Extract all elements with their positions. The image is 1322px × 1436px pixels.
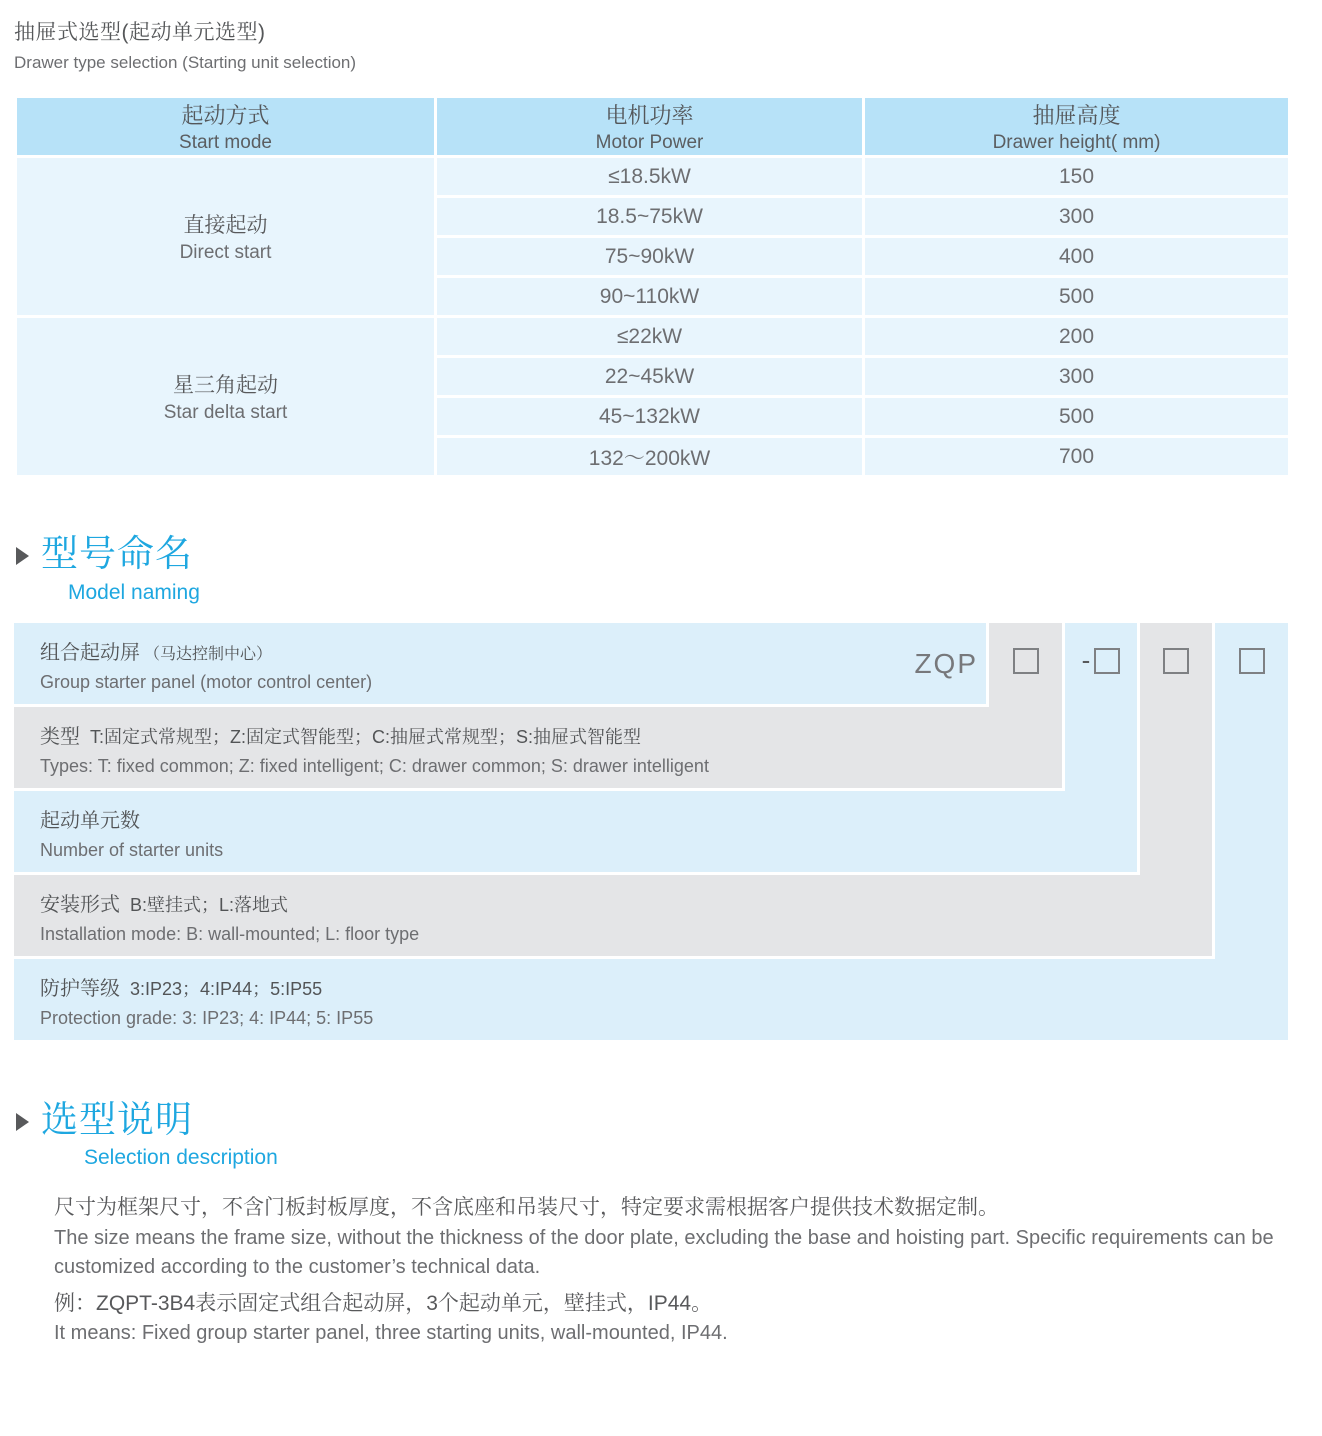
section-model-naming-heading xyxy=(14,534,1308,605)
diagram-row-label-zh xyxy=(40,888,1212,917)
header-start-mode-en: Start mode xyxy=(179,132,272,153)
diagram-row-starter-units xyxy=(14,791,1137,872)
selection-description-heading-en: Selection description xyxy=(84,1146,278,1170)
model-code-prefix: ZQP xyxy=(914,647,978,679)
placeholder-box-icon xyxy=(1013,648,1039,674)
drawer-height-cell: 200 xyxy=(864,317,1290,357)
group-direct-start xyxy=(16,157,436,317)
header-drawer-height-zh: 抽屉高度 xyxy=(1032,103,1121,128)
diagram-row-types xyxy=(14,707,1062,788)
header-start-mode xyxy=(16,97,436,157)
diagram-row-protection-grade xyxy=(14,959,1288,1040)
label-zh-text: 组合起动屏 xyxy=(40,641,140,664)
description-zh: 尺寸为框架尺寸，不含门板封板厚度，不含底座和吊装尺寸，特定要求需根据客户提供技术数据定制。 xyxy=(54,1196,999,1220)
diagram-row-label-zh xyxy=(40,804,1137,833)
diagram-column-type xyxy=(989,623,1062,788)
motor-power-cell: 45~132kW xyxy=(436,397,864,437)
section-selection-description-heading xyxy=(14,1100,1308,1171)
motor-power-cell: 22~45kW xyxy=(436,357,864,397)
selection-description-heading-zh: 选型说明 xyxy=(41,1098,193,1140)
label-zh-note: T:固定式常规型；Z:固定式智能型；C:抽屉式常规型；S:抽屉式智能型 xyxy=(90,726,642,747)
table-header-row xyxy=(16,97,1290,157)
drawer-height-cell: 400 xyxy=(864,237,1290,277)
header-motor-power-en: Motor Power xyxy=(595,132,704,153)
motor-power-cell: ≤22kW xyxy=(436,317,864,357)
label-zh-text: 起动单元数 xyxy=(40,809,140,832)
diagram-row-label-en: Group starter panel (motor control center) xyxy=(40,671,373,692)
group-label-zh: 直接起动 xyxy=(183,214,268,237)
diagram-row-label-en: Installation mode: B: wall-mounted; L: floor type xyxy=(40,923,420,944)
drawer-height-cell: 700 xyxy=(864,437,1290,477)
placeholder-box-icon xyxy=(1239,648,1265,674)
motor-power-cell: 132～200kW xyxy=(436,437,864,477)
motor-power-cell: ≤18.5kW xyxy=(436,157,864,197)
description-paragraph-example xyxy=(54,1288,1304,1349)
diagram-row-group-starter-panel xyxy=(14,623,986,704)
header-motor-power xyxy=(436,97,864,157)
header-motor-power-zh: 电机功率 xyxy=(605,103,694,128)
example-zh: 例：ZQPT-3B4表示固定式组合起动屏，3个起动单元，壁挂式，IP44。 xyxy=(54,1291,713,1315)
drawer-height-cell: 150 xyxy=(864,157,1290,197)
model-naming-heading-zh: 型号命名 xyxy=(41,533,193,574)
diagram-row-label-zh xyxy=(40,720,1062,749)
label-zh-text: 类型 xyxy=(40,725,80,748)
group-label-en: Star delta start xyxy=(163,402,288,423)
dash-separator: - xyxy=(1081,644,1091,675)
page-title-en: Drawer type selection (Starting unit selection) xyxy=(14,53,357,72)
motor-power-cell: 90~110kW xyxy=(436,277,864,317)
table-row xyxy=(16,157,1290,197)
motor-power-cell: 18.5~75kW xyxy=(436,197,864,237)
diagram-column-protection xyxy=(1215,623,1288,1040)
table-row xyxy=(16,317,1290,357)
group-label-zh: 星三角起动 xyxy=(173,374,278,397)
diagram-row-label-en: Protection grade: 3: IP23; 4: IP44; 5: IP55 xyxy=(40,1007,374,1028)
header-drawer-height-en: Drawer height( mm) xyxy=(992,132,1161,153)
label-zh-note: （马达控制中心） xyxy=(144,645,273,663)
label-zh-text: 防护等级 xyxy=(40,977,120,1000)
placeholder-box-icon xyxy=(1163,648,1189,674)
drawer-height-cell: 500 xyxy=(864,397,1290,437)
label-zh-text: 安装形式 xyxy=(40,893,120,916)
diagram-row-label-en: Number of starter units xyxy=(40,839,224,860)
group-label-en: Direct start xyxy=(179,242,272,263)
drawer-height-cell: 300 xyxy=(864,357,1290,397)
motor-power-cell: 75~90kW xyxy=(436,237,864,277)
label-zh-note: 3:IP23；4:IP44；5:IP55 xyxy=(130,978,323,999)
diagram-row-installation-mode xyxy=(14,875,1212,956)
diagram-column-starter-units xyxy=(1065,623,1137,872)
description-paragraph-size xyxy=(54,1192,1304,1282)
diagram-row-label-zh xyxy=(40,972,1288,1001)
triangle-right-icon xyxy=(16,1113,29,1131)
example-en: It means: Fixed group starter panel, three starting units, wall-mounted, IP44. xyxy=(54,1322,728,1345)
placeholder-box-icon xyxy=(1094,648,1120,674)
diagram-row-label-en: Types: T: fixed common; Z: fixed intelligent; C: drawer common; S: drawer intelligent xyxy=(40,755,709,776)
diagram-column-installation xyxy=(1140,623,1212,956)
page-title xyxy=(14,16,1308,73)
page-title-zh: 抽屉式选型(起动单元选型) xyxy=(14,21,266,44)
drawer-selection-table xyxy=(14,95,1291,478)
description-en: The size means the frame size, without the thickness of the door plate, excluding the base and hoisting part. Specific requirements can be customized according to the customer’s technical data. xyxy=(54,1226,1274,1278)
triangle-right-icon xyxy=(16,547,29,565)
label-zh-note: B:壁挂式；L:落地式 xyxy=(130,894,289,915)
model-naming-heading-en: Model naming xyxy=(68,580,200,604)
group-star-delta-start xyxy=(16,317,436,477)
model-naming-diagram xyxy=(14,623,1288,1040)
header-start-mode-zh: 起动方式 xyxy=(181,103,270,128)
header-drawer-height xyxy=(864,97,1290,157)
drawer-height-cell: 300 xyxy=(864,197,1290,237)
drawer-height-cell: 500 xyxy=(864,277,1290,317)
